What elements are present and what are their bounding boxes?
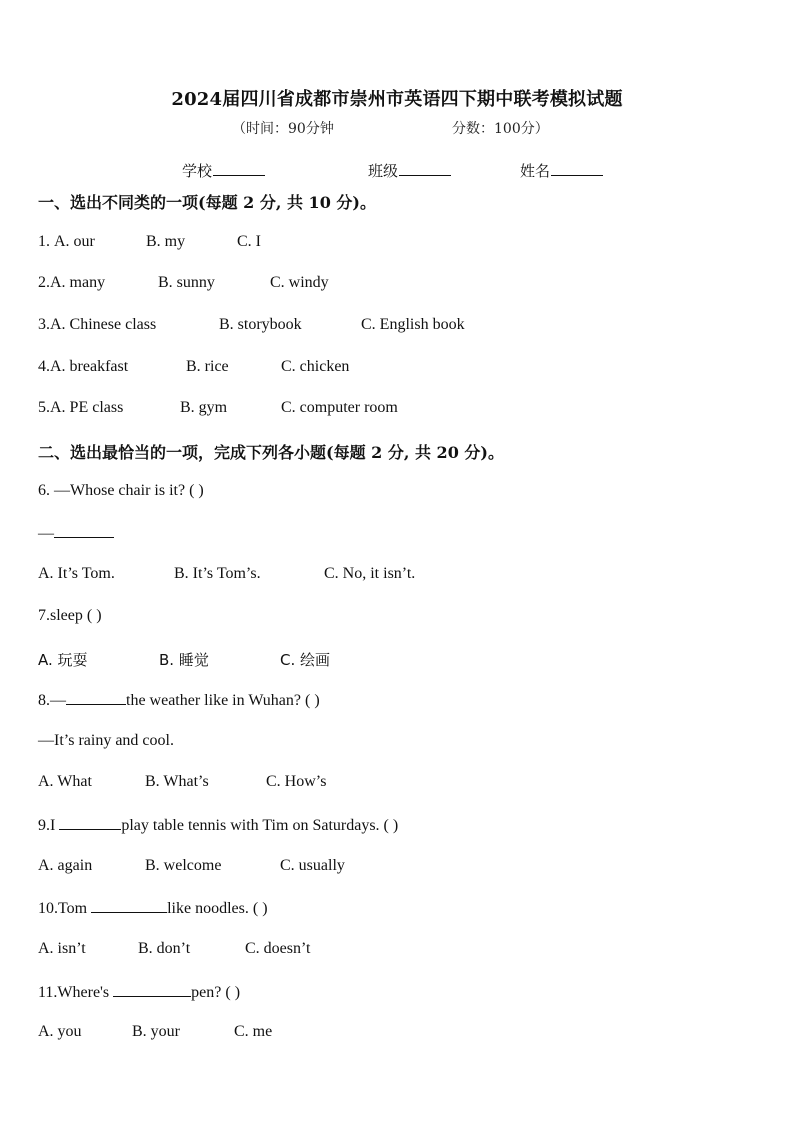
option-a: A. again	[38, 857, 93, 874]
option-a: A. our	[54, 233, 95, 250]
stem-start: 9.I	[38, 817, 60, 834]
option-c: C. No, it isn’t.	[324, 565, 416, 582]
option-a: A. 玩耍	[38, 651, 88, 669]
name-blank[interactable]	[551, 161, 603, 176]
option-b: B. 睡觉	[159, 651, 209, 669]
exam-time: （时间：90分钟	[232, 121, 334, 137]
option-b: B. welcome	[145, 857, 222, 874]
option-a: A. many	[50, 274, 106, 291]
stem-end: pen? ( )	[191, 984, 241, 1001]
option-c: C. me	[234, 1023, 273, 1040]
option-c: C. I	[237, 233, 261, 250]
stem-end: play table tennis with Tim on Saturdays. ( )	[121, 817, 399, 834]
question-6-options	[38, 565, 415, 583]
question-8-options	[38, 773, 326, 791]
question-number: 1.	[38, 233, 54, 250]
question-10-options	[38, 940, 310, 958]
option-a: A. It’s Tom.	[38, 565, 115, 582]
stem-start: 10.Tom	[38, 900, 92, 917]
option-b: B. What’s	[145, 773, 209, 790]
answer-blank[interactable]	[66, 690, 126, 705]
question-9-stem	[38, 815, 398, 835]
option-b: B. don’t	[138, 940, 191, 957]
question-3	[38, 316, 465, 334]
question-number: 3.	[38, 316, 50, 333]
class-label: 班级	[368, 162, 399, 180]
question-5	[38, 399, 398, 417]
option-a: A. isn’t	[38, 940, 86, 957]
option-c: C. computer room	[281, 399, 398, 416]
option-a: A. you	[38, 1023, 82, 1040]
question-1	[38, 233, 261, 251]
class-field	[368, 160, 451, 181]
name-field	[520, 160, 603, 181]
option-c: C. doesn’t	[245, 940, 311, 957]
stem-end: like noodles. ( )	[167, 900, 268, 917]
answer-blank[interactable]	[54, 523, 114, 538]
option-b: B. sunny	[158, 274, 215, 291]
option-c: C. English book	[361, 316, 465, 333]
question-7-options	[38, 649, 330, 670]
option-b: B. rice	[186, 358, 229, 375]
option-b: B. your	[132, 1023, 180, 1040]
question-8-reply: —It’s rainy and cool.	[38, 732, 174, 749]
option-a: A. PE class	[50, 399, 124, 416]
school-blank[interactable]	[213, 161, 265, 176]
question-number: 4.	[38, 358, 50, 375]
question-4	[38, 358, 349, 376]
option-a: A. What	[38, 773, 92, 790]
option-c: C. usually	[280, 857, 345, 874]
option-b: B. gym	[180, 399, 228, 416]
question-11-stem	[38, 982, 240, 1002]
stem-start: 11.Where's	[38, 984, 114, 1001]
answer-blank[interactable]	[59, 815, 121, 830]
option-c: C. windy	[270, 274, 329, 291]
answer-blank[interactable]	[113, 982, 191, 997]
option-c: C. How’s	[266, 773, 327, 790]
question-number: 2.	[38, 274, 50, 291]
option-b: B. It’s Tom’s.	[174, 565, 261, 582]
question-9-options	[38, 857, 345, 875]
stem-end: the weather like in Wuhan? ( )	[126, 692, 320, 709]
stem-start: 8.—	[38, 692, 66, 709]
question-2	[38, 274, 329, 292]
question-10-stem	[38, 898, 268, 918]
section-1-title: 一、选出不同类的一项(每题 2 分, 共 10 分)。	[38, 193, 376, 212]
option-b: B. my	[146, 233, 186, 250]
option-a: A. Chinese class	[50, 316, 157, 333]
exam-score: 分数：100分）	[452, 121, 549, 137]
school-label: 学校	[182, 162, 213, 180]
question-7-stem: 7.sleep ( )	[38, 607, 102, 624]
section-2-title: 二、选出最恰当的一项，完成下列各小题(每题 2 分, 共 20 分)。	[38, 443, 504, 462]
option-c: C. chicken	[281, 358, 350, 375]
option-a: A. breakfast	[50, 358, 129, 375]
question-6-answer-line	[38, 523, 114, 543]
question-6-stem: 6. —Whose chair is it? ( )	[38, 482, 204, 499]
answer-blank[interactable]	[91, 898, 167, 913]
dash: —	[38, 525, 54, 542]
name-label: 姓名	[520, 162, 551, 180]
question-11-options	[38, 1023, 272, 1041]
school-field	[182, 160, 265, 181]
exam-title: 2024届四川省成都市崇州市英语四下期中联考模拟试题	[171, 89, 623, 110]
option-b: B. storybook	[219, 316, 302, 333]
question-8-stem	[38, 690, 320, 710]
question-number: 5.	[38, 399, 50, 416]
option-c: C. 绘画	[280, 651, 331, 669]
class-blank[interactable]	[399, 161, 451, 176]
